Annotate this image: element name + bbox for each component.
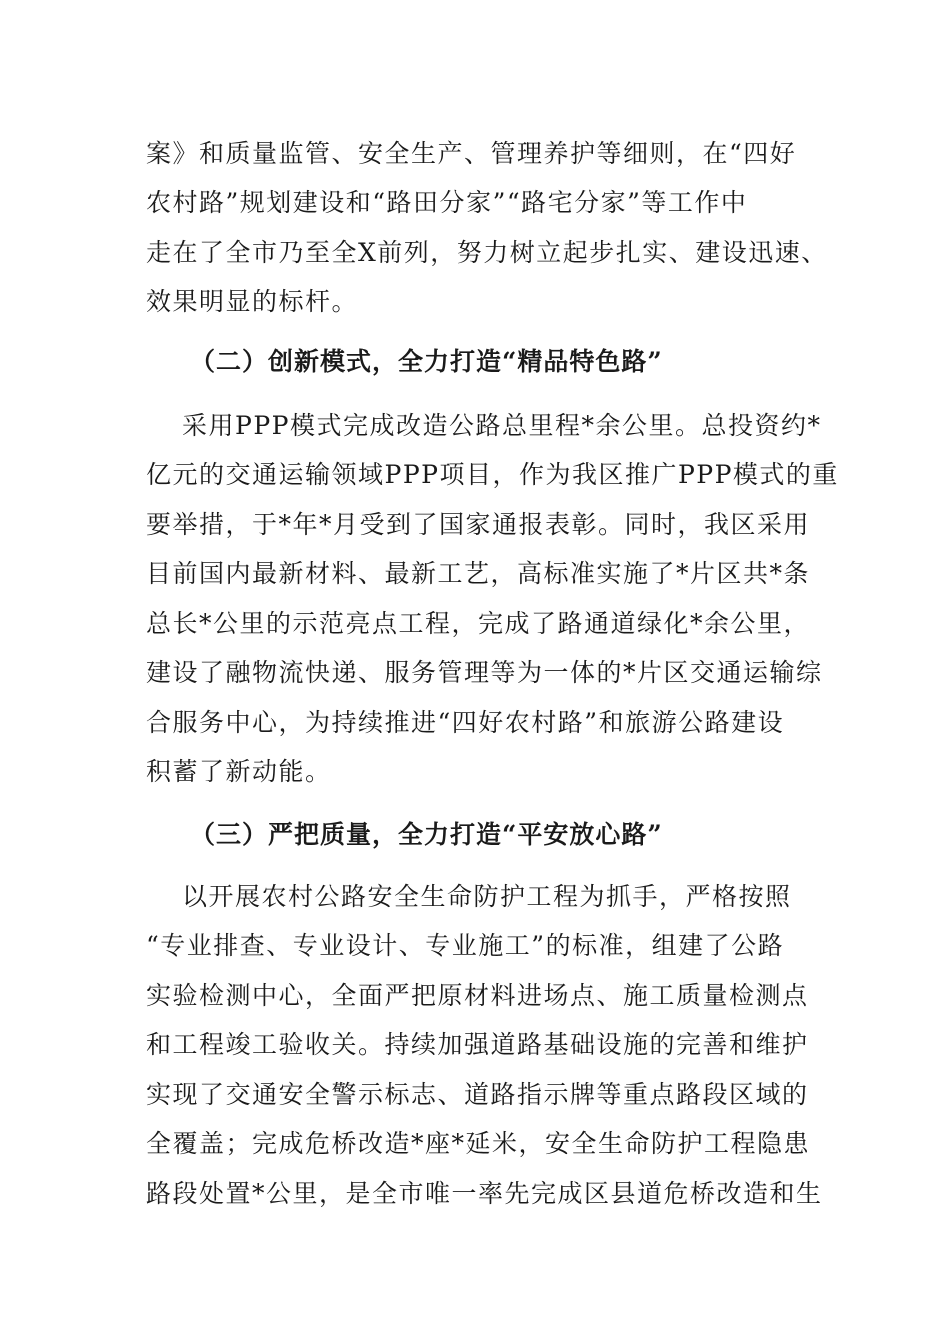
paragraph-line: 实现了交通安全警示标志、道路指示牌等重点路段区域的	[146, 1080, 809, 1109]
paragraph-line: 以开展农村公路安全生命防护工程为抓手，严格按照	[182, 882, 792, 911]
paragraph-line: 要举措，于*年*月受到了国家通报表彰。同时，我区采用	[146, 510, 811, 539]
paragraph-line: 和工程竣工验收关。持续加强道路基础设施的完善和维护	[146, 1030, 809, 1059]
paragraph-line: 合服务中心，为持续推进“四好农村路”和旅游公路建设	[146, 708, 785, 737]
paragraph-line: 实验检测中心，全面严把原材料进场点、施工质量检测点	[146, 981, 809, 1010]
paragraph-line: 建设了融物流快递、服务管理等为一体的*片区交通运输综	[146, 658, 823, 687]
paragraph-line: 路段处置*公里，是全市唯一率先完成区县道危桥改造和生	[146, 1179, 823, 1208]
paragraph-line: “专业排查、专业设计、专业施工”的标准，组建了公路	[146, 931, 785, 960]
paragraph-line: 采用PPP模式完成改造公路总里程*余公里。总投资约*	[182, 411, 822, 440]
paragraph-line: 积蓄了新动能。	[146, 757, 332, 786]
paragraph-line: 全覆盖；完成危桥改造*座*延米，安全生命防护工程隐患	[146, 1129, 811, 1158]
paragraph-line: 目前国内最新材料、最新工艺，高标准实施了*片区共*条	[146, 559, 811, 588]
section-heading-2: （二）创新模式，全力打造“精品特色路”	[190, 347, 663, 376]
section-heading-3: （三）严把质量，全力打造“平安放心路”	[190, 820, 663, 849]
paragraph-line: 案》和质量监管、安全生产、管理养护等细则，在“四好	[146, 139, 797, 168]
paragraph-line: 农村路”规划建设和“路田分家”“路宅分家”等工作中	[146, 188, 748, 217]
paragraph-line: 效果明显的标杆。	[146, 287, 359, 316]
paragraph-line: 总长*公里的示范亮点工程，完成了路通道绿化*余公里，	[146, 609, 811, 638]
paragraph-line: 走在了全市乃至全X前列，努力树立起步扎实、建设迅速、	[146, 238, 828, 267]
paragraph-line: 亿元的交通运输领域PPP项目，作为我区推广PPP模式的重	[146, 460, 839, 489]
